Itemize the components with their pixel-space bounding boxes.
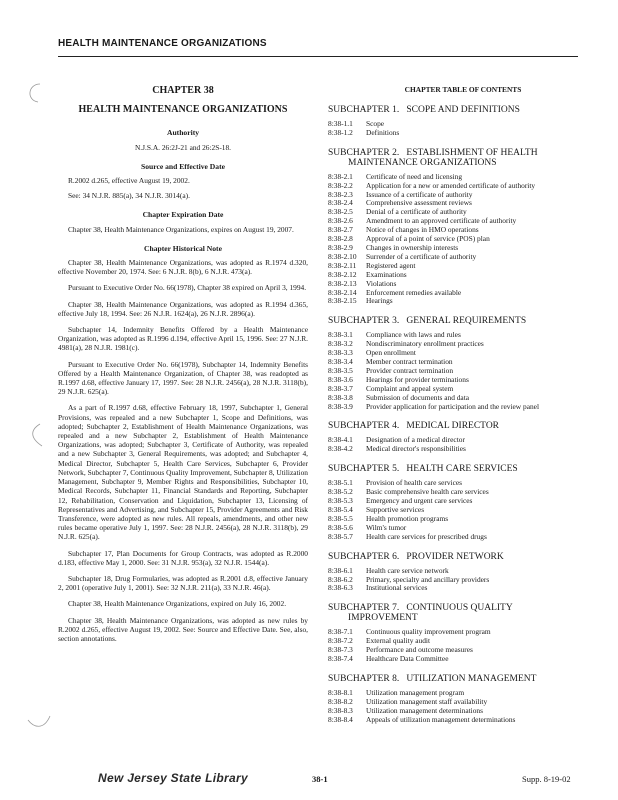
section-number: 8:38-6.3	[328, 583, 353, 593]
section-title: Open enrollment	[366, 348, 416, 358]
chapter-intro-column	[58, 86, 308, 650]
section-number: 8:38-2.10	[328, 251, 357, 261]
section-number: 8:38-2.4	[328, 198, 353, 208]
section-title: Nondiscriminatory enrollment practices	[366, 339, 484, 349]
expiration-heading: Chapter Expiration Date	[142, 210, 224, 220]
source-see: See: 34 N.J.R. 885(a), 34 N.J.R. 3014(a).	[68, 191, 190, 201]
section-title: Amendment to an approved certificate of authority	[366, 216, 517, 226]
section-number: 8:38-8.2	[328, 696, 353, 706]
source-line: R.2002 d.265, effective August 19, 2002.	[68, 176, 190, 186]
source-heading: Source and Effective Date	[140, 161, 225, 171]
section-number: 8:38-7.4	[328, 654, 353, 664]
section-title: Wilm's tumor	[366, 522, 407, 532]
history-heading: Chapter Historical Note	[144, 243, 222, 253]
toc-entry	[328, 297, 598, 306]
section-title: Appeals of utilization management determinations	[366, 714, 516, 724]
section-number: 8:38-5.1	[328, 478, 353, 488]
section-title: Primary, specialty and ancillary providers	[366, 574, 490, 584]
history-paragraph: Subchapter 17, Plan Documents for Group Contracts, was adopted as R.2000 d.183, effective May 1, 2000. See: 31 N.J.R. 953(a), 32 N.J.R. 1544(a).	[58, 548, 308, 567]
history-paragraph: Pursuant to Executive Order No. 66(1978), Chapter 38 expired on April 3, 1994.	[68, 283, 307, 293]
toc-entry	[328, 716, 598, 725]
section-title: Utilization management determinations	[366, 705, 483, 715]
section-title: Utilization management program	[366, 687, 465, 697]
section-title: Provision of health care services	[366, 478, 463, 488]
section-number: 8:38-1.2	[328, 127, 353, 137]
section-number: 8:38-8.4	[328, 714, 353, 724]
toc-entry	[328, 533, 598, 542]
section-number: 8:38-5.2	[328, 487, 353, 497]
section-number: 8:38-5.5	[328, 513, 353, 523]
section-number: 8:38-2.7	[328, 225, 353, 235]
subchapter-title: SUBCHAPTER 1. SCOPE AND DEFINITIONS	[328, 104, 520, 115]
section-number: 8:38-4.1	[328, 435, 353, 445]
section-number: 8:38-3.5	[328, 365, 353, 375]
section-number: 8:38-2.13	[328, 278, 357, 288]
expiration-text: Chapter 38, Health Maintenance Organizations, expires on August 19, 2007.	[68, 224, 294, 234]
toc-entry	[328, 584, 598, 593]
section-number: 8:38-2.14	[328, 287, 357, 297]
chapter-number: CHAPTER 38	[152, 85, 214, 96]
subchapter-heading	[328, 552, 598, 562]
subchapter-title: SUBCHAPTER 2. ESTABLISHMENT OF HEALTH	[328, 147, 538, 158]
section-title: Notice of changes in HMO operations	[366, 225, 479, 235]
section-number: 8:38-6.2	[328, 574, 353, 584]
section-number: 8:38-2.8	[328, 234, 353, 244]
section-number: 8:38-3.9	[328, 401, 353, 411]
subchapter-title: SUBCHAPTER 5. HEALTH CARE SERVICES	[328, 464, 518, 475]
supplement-date: Supp. 8-19-02	[522, 774, 571, 784]
section-title: Application for a new or amended certificate of authority	[366, 180, 536, 190]
section-number: 8:38-7.3	[328, 645, 353, 655]
section-number: 8:38-2.15	[328, 296, 357, 306]
table-of-contents	[328, 86, 598, 725]
history-paragraph: Chapter 38, Health Maintenance Organizations, was adopted as R.1974 d.320, effective November 20, 1974. See: 6 N.J.R. 8(b), 6 N.J.R. 473(a).	[58, 258, 308, 277]
section-number: 8:38-5.7	[328, 531, 353, 541]
section-title: Comprehensive assessment reviews	[366, 198, 472, 208]
subchapter-title-continued: IMPROVEMENT	[348, 613, 418, 624]
subchapter-heading	[328, 674, 598, 684]
section-number: 8:38-3.7	[328, 383, 353, 393]
section-title: Hearings for provider terminations	[366, 374, 469, 384]
section-title: Member contract termination	[366, 357, 453, 367]
subchapter-title-continued: MAINTENANCE ORGANIZATIONS	[348, 157, 497, 168]
section-number: 8:38-5.3	[328, 496, 353, 506]
subchapter-title: SUBCHAPTER 3. GENERAL REQUIREMENTS	[328, 316, 527, 327]
section-number: 8:38-4.2	[328, 444, 353, 454]
section-title: Definitions	[366, 127, 400, 137]
section-title: Denial of a certificate of authority	[366, 207, 467, 217]
margin-mark-icon	[22, 80, 46, 106]
section-title: Healthcare Data Committee	[366, 654, 449, 664]
section-title: Continuous quality improvement program	[366, 627, 491, 637]
section-title: Provider contract termination	[366, 365, 454, 375]
section-title: Basic comprehensive health care services	[366, 487, 489, 497]
section-number: 8:38-3.1	[328, 330, 353, 340]
chapter-title: HEALTH MAINTENANCE ORGANIZATIONS	[78, 104, 288, 116]
section-title: Violations	[366, 278, 397, 288]
section-number: 8:38-5.4	[328, 505, 353, 514]
margin-mark-icon	[26, 422, 46, 448]
section-number: 8:38-7.1	[328, 627, 353, 637]
section-number: 8:38-2.12	[328, 269, 357, 279]
history-paragraph: Chapter 38, Health Maintenance Organizations, expired on July 16, 2002.	[68, 599, 287, 609]
section-title: Complaint and appeal system	[366, 383, 454, 393]
section-title: Provider application for participation and the review panel	[366, 401, 540, 411]
section-title: Scope	[366, 118, 385, 128]
subchapter-title: SUBCHAPTER 8. UTILIZATION MANAGEMENT	[328, 673, 537, 684]
subchapter-title: SUBCHAPTER 6. PROVIDER NETWORK	[328, 551, 504, 562]
section-title: Health care service network	[366, 565, 449, 575]
history-paragraph: Chapter 38, Health Maintenance Organizations, was adopted as new rules by R.2002 d.265, effective August 19, 2002. See: Source and Effective Date. See, also, section annotations.	[58, 615, 308, 643]
running-head: HEALTH MAINTENANCE ORGANIZATIONS	[58, 38, 267, 49]
section-number: 8:38-6.1	[328, 565, 353, 575]
subchapter-heading	[328, 603, 598, 623]
history-notes	[58, 258, 308, 643]
section-title: Hearings	[366, 296, 393, 306]
section-number: 8:38-1.1	[328, 118, 353, 128]
section-number: 8:38-2.5	[328, 207, 353, 217]
subchapter-heading	[328, 464, 598, 474]
toc-title: CHAPTER TABLE OF CONTENTS	[404, 85, 522, 94]
section-number: 8:38-3.3	[328, 348, 353, 358]
section-title: Approval of a point of service (POS) plan	[366, 234, 490, 244]
section-number: 8:38-3.2	[328, 339, 353, 349]
section-title: Utilization management staff availability	[366, 696, 488, 706]
section-number: 8:38-2.11	[328, 260, 357, 270]
history-paragraph: As a part of R.1997 d.68, effective February 18, 1997, Subchapter 1, General Provisions, was repealed and a new Subchapter 1, Scope and Definitions, was adopted; Subchapter 2, Establishment of Health Maintenance Organizations, was repealed and a new Subchapter 2, Establishment of Health Maintenance Organizations, was adopted; Subchapter 3, Certificate of Authority, was repealed and a new Subchapter 3, General Requirements, was adopted; and Subchapter 4, Medical Director, Subchapter 5, Health Care Services, Subchapter 6, Provider Network, Subchapter 7, Continuous Quality Improvement, Subchapter 8, Utilization Management, Subchapter 9, Member Rights and Responsibilities, Subchapter 10, Medical Records, Subchapter 11, Financial Standards and Reporting, Subchapter 12, Rehabilitation, Conservation and Liquidation, Subchapter 13, Licensing of Representatives and Advertising, and Subchapter 15, Provider Agreements and Risk Transference, were adopted as new rules. All repeals, amendments, and other new rules became operative July 1, 1997. See: 28 N.J.R. 2456(a), 28 N.J.R. 3118(b), 29 N.J.R. 625(a).	[58, 403, 308, 542]
section-number: 8:38-8.1	[328, 687, 353, 697]
section-title: Compliance with laws and rules	[366, 330, 461, 340]
section-title: Submission of documents and data	[366, 392, 470, 402]
section-title: Emergency and urgent care services	[366, 496, 473, 506]
section-title: Designation of a medical director	[366, 435, 465, 445]
section-number: 8:38-2.3	[328, 189, 353, 199]
subchapter-heading	[328, 316, 598, 326]
section-title: Enforcement remedies available	[366, 287, 462, 297]
section-title: Medical director's responsibilities	[366, 444, 466, 454]
section-title: Health care services for prescribed drugs	[366, 531, 487, 541]
subchapter-heading	[328, 105, 598, 115]
authority-text: N.J.S.A. 26:2J-21 and 26:2S-18.	[134, 142, 232, 152]
history-paragraph: Subchapter 14, Indemnity Benefits Offered by a Health Maintenance Organization, was adopted as R.1996 d.194, effective April 15, 1996. See: 27 N.J.R. 4981(a), 28 N.J.R. 1981(c).	[58, 325, 308, 353]
section-title: Supportive services	[366, 505, 425, 514]
section-number: 8:38-2.6	[328, 216, 353, 226]
section-title: External quality audit	[366, 636, 431, 646]
history-paragraph: Subchapter 18, Drug Formularies, was adopted as R.2001 d.8, effective January 2, 2001 (operative July 1, 2001). See: 32 N.J.R. 211(a), 33 N.J.R. 46(a).	[58, 573, 308, 593]
subchapter-heading	[328, 421, 598, 431]
subchapter-title: SUBCHAPTER 7. CONTINUOUS QUALITY	[328, 603, 513, 614]
section-number: 8:38-3.4	[328, 357, 353, 367]
section-title: Surrender of a certificate of authority	[366, 251, 477, 261]
section-title: Institutional services	[366, 583, 428, 593]
section-number: 8:38-8.3	[328, 705, 353, 715]
toc-entry	[328, 655, 598, 664]
section-number: 8:38-3.6	[328, 374, 353, 384]
subchapter-title: SUBCHAPTER 4. MEDICAL DIRECTOR	[328, 421, 500, 432]
history-paragraph: Chapter 38, Health Maintenance Organizations, was adopted as R.1994 d.365, effective July 18, 1994. See: 26 N.J.R. 1624(a), 26 N.J.R. 2896(a).	[58, 299, 308, 318]
section-number: 8:38-5.6	[328, 522, 353, 532]
section-number: 8:38-7.2	[328, 636, 353, 646]
subchapter-heading	[328, 148, 598, 168]
toc-entry	[328, 403, 598, 412]
page-number: 38-1	[312, 774, 328, 784]
section-title: Performance and outcome measures	[366, 645, 473, 655]
toc-entry	[328, 445, 598, 454]
margin-mark-icon	[24, 710, 54, 736]
section-title: Health promotion programs	[366, 513, 449, 523]
toc-entry	[328, 129, 598, 138]
section-title: Issuance of a certificate of authority	[366, 189, 473, 199]
section-title: Certificate of need and licensing	[366, 171, 463, 181]
section-number: 8:38-2.9	[328, 242, 353, 252]
toc-body	[328, 105, 598, 725]
section-number: 8:38-2.1	[328, 171, 353, 181]
library-logo: New Jersey State Library	[98, 771, 248, 785]
section-title: Changes in ownership interests	[366, 242, 459, 252]
authority-heading: Authority	[166, 128, 200, 138]
section-title: Registered agent	[366, 260, 416, 270]
section-number: 8:38-3.8	[328, 392, 353, 402]
history-paragraph: Pursuant to Executive Order No. 66(1978), Subchapter 14, Indemnity Benefits Offered by a Health Maintenance Organization, of Chapter 38, was readopted as R.1997 d.68, effective January 17, 1997. See: 28 N.J.R. 2456(a), 28 N.J.R. 3118(b), 29 N.J.R. 625(a).	[58, 359, 308, 397]
header-rule	[58, 56, 578, 57]
section-number: 8:38-2.2	[328, 180, 353, 190]
section-title: Examinations	[366, 269, 407, 279]
